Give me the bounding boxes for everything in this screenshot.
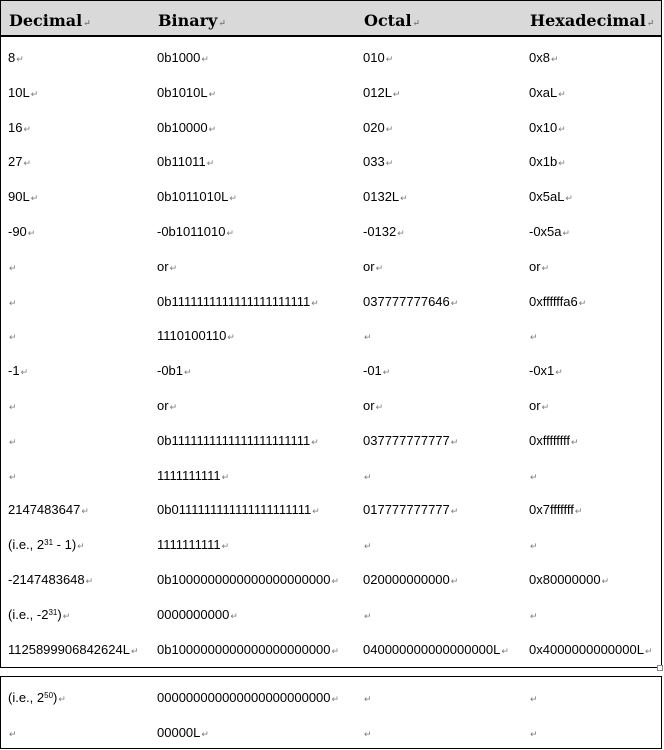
octal-cell: or↵	[363, 258, 384, 274]
paragraph-mark-icon: ↵	[30, 193, 39, 204]
paragraph-mark-icon: ↵	[364, 694, 372, 704]
paragraph-mark-icon: ↵	[364, 541, 372, 552]
binary-cell: -0b1↵	[157, 363, 192, 379]
decimal-cell	[8, 725, 17, 742]
binary-cell: 0b1111111111111111111111↵	[157, 432, 319, 448]
hex-cell: 0xffffffa6↵	[529, 293, 587, 309]
paragraph-mark-icon: ↵	[62, 610, 71, 621]
paragraph-mark-icon: ↵	[208, 123, 217, 134]
octal-cell: 010↵	[363, 50, 394, 65]
decimal-cell	[8, 433, 17, 450]
decimal-cell	[8, 398, 17, 415]
paragraph-mark-icon: ↵	[331, 576, 340, 586]
paragraph-mark-icon: ↵	[550, 54, 559, 64]
binary-cell: 00000L↵	[157, 725, 209, 740]
paragraph-mark-icon: ↵	[364, 332, 372, 343]
paragraph-mark-icon: ↵	[58, 694, 66, 704]
table-resize-handle[interactable]	[657, 665, 663, 671]
octal-cell: 020↵	[363, 119, 394, 135]
exponent: 31	[48, 607, 58, 617]
hex-cell: -0x5a↵	[529, 224, 571, 239]
header-binary: Binary↵	[158, 11, 226, 30]
paragraph-mark-icon: ↵	[501, 645, 509, 656]
paragraph-mark-icon: ↵	[601, 576, 610, 586]
paragraph-mark-icon: ↵	[81, 506, 89, 517]
octal-cell: 0132L↵	[363, 189, 408, 205]
paragraph-mark-icon: ↵	[331, 645, 340, 656]
paragraph-mark-icon: ↵	[530, 610, 538, 621]
hex-cell: -0x1↵	[529, 363, 563, 379]
paragraph-mark-icon: ↵	[206, 158, 215, 169]
hex-cell	[529, 537, 538, 554]
paragraph-mark-icon: ↵	[208, 88, 217, 99]
paragraph-mark-icon: ↵	[541, 262, 550, 273]
paragraph-mark-icon: ↵	[558, 158, 566, 169]
paragraph-mark-icon: ↵	[530, 694, 538, 704]
binary-cell: 0b1111111111111111111111↵	[157, 293, 319, 309]
paragraph-mark-icon: ↵	[578, 297, 587, 308]
hex-cell	[529, 607, 538, 624]
paragraph-mark-icon: ↵	[226, 228, 234, 238]
binary-cell: -0b1011010↵	[157, 224, 234, 239]
decimal-cell: 2147483647↵	[8, 502, 89, 518]
header-octal: Octal↵	[364, 11, 421, 30]
header-hexadecimal: Hexadecimal↵	[530, 11, 655, 30]
octal-cell	[363, 690, 372, 707]
paragraph-mark-icon: ↵	[382, 367, 391, 378]
octal-cell	[363, 537, 372, 554]
paragraph-mark-icon: ↵	[392, 88, 401, 99]
binary-cell: 1111111111↵	[157, 467, 230, 483]
paragraph-mark-icon: ↵	[9, 402, 17, 412]
table-header	[0, 0, 662, 37]
hex-cell	[529, 468, 538, 485]
binary-cell: 0b1010L↵	[157, 84, 217, 100]
header-decimal: Decimal↵	[9, 11, 91, 30]
paragraph-mark-icon: ↵	[558, 123, 566, 134]
decimal-cell: 10L↵	[8, 84, 39, 100]
octal-cell: 037777777646↵	[363, 293, 459, 309]
hex-cell: or↵	[529, 398, 550, 413]
decimal-cell	[8, 259, 17, 276]
paragraph-mark-icon: ↵	[385, 123, 394, 134]
paragraph-mark-icon: ↵	[412, 19, 421, 29]
paragraph-mark-icon: ↵	[450, 576, 459, 586]
decimal-cell: -90↵	[8, 224, 36, 239]
binary-cell: 0b11011↵	[157, 154, 215, 170]
decimal-cell	[8, 294, 17, 311]
decimal-cell: 16↵	[8, 119, 32, 135]
paragraph-mark-icon: ↵	[20, 367, 29, 378]
hex-cell: 0x10↵	[529, 119, 566, 135]
paragraph-mark-icon: ↵	[201, 729, 209, 739]
paragraph-mark-icon: ↵	[201, 54, 209, 64]
decimal-cell: (i.e., $-2^{31})↵$	[8, 606, 71, 622]
paragraph-mark-icon: ↵	[574, 506, 583, 517]
octal-cell: -01↵	[363, 363, 391, 379]
decimal-cell	[8, 328, 17, 345]
paragraph-mark-icon: ↵	[644, 645, 653, 656]
paragraph-mark-icon: ↵	[85, 576, 94, 586]
paragraph-mark-icon: ↵	[83, 19, 91, 29]
paragraph-mark-icon: ↵	[364, 471, 372, 482]
octal-cell: 020000000000↵	[363, 572, 459, 587]
decimal-cell: -1↵	[8, 363, 29, 379]
paragraph-mark-icon: ↵	[221, 541, 230, 552]
octal-cell: 033↵	[363, 154, 394, 170]
hex-cell: or↵	[529, 258, 550, 274]
paragraph-mark-icon: ↵	[397, 228, 405, 238]
paragraph-mark-icon: ↵	[385, 54, 394, 64]
paragraph-mark-icon: ↵	[184, 367, 192, 378]
octal-cell	[363, 607, 372, 624]
paragraph-mark-icon: ↵	[9, 471, 17, 482]
paragraph-mark-icon: ↵	[9, 729, 17, 739]
paragraph-mark-icon: ↵	[555, 367, 563, 378]
paragraph-mark-icon: ↵	[385, 158, 394, 169]
hex-cell: 0xffffffff↵	[529, 432, 579, 448]
paragraph-mark-icon: ↵	[530, 541, 538, 552]
octal-cell: or↵	[363, 398, 384, 413]
paragraph-mark-icon: ↵	[230, 610, 238, 621]
paragraph-mark-icon: ↵	[450, 506, 459, 517]
hex-cell: 0x4000000000000L↵	[529, 641, 653, 657]
table-body-continued	[0, 676, 662, 749]
paragraph-mark-icon: ↵	[364, 610, 372, 621]
paragraph-mark-icon: ↵	[312, 506, 320, 517]
paragraph-mark-icon: ↵	[227, 332, 235, 343]
paragraph-mark-icon: ↵	[23, 158, 32, 169]
paragraph-mark-icon: ↵	[331, 694, 340, 704]
hex-cell: 0x8↵	[529, 50, 559, 65]
decimal-cell: 8↵	[8, 50, 24, 65]
paragraph-mark-icon: ↵	[364, 729, 372, 739]
exponent: 50	[44, 691, 54, 700]
paragraph-mark-icon: ↵	[23, 123, 32, 134]
paragraph-mark-icon: ↵	[565, 193, 573, 204]
paragraph-mark-icon: ↵	[77, 541, 85, 552]
octal-cell	[363, 725, 372, 742]
decimal-cell: 27↵	[8, 154, 32, 170]
binary-cell: or↵	[157, 258, 178, 274]
octal-cell: 037777777777↵	[363, 432, 459, 448]
hex-cell: 0x7fffffff↵	[529, 502, 583, 518]
paragraph-mark-icon: ↵	[130, 645, 139, 656]
paragraph-mark-icon: ↵	[229, 193, 237, 204]
binary-cell: 0b10000↵	[157, 119, 217, 135]
paragraph-mark-icon: ↵	[169, 262, 178, 273]
paragraph-mark-icon: ↵	[450, 436, 459, 447]
paragraph-mark-icon: ↵	[9, 436, 17, 447]
paragraph-mark-icon: ↵	[570, 436, 579, 447]
octal-cell: 040000000000000000L↵	[363, 641, 509, 657]
hex-cell: 0xaL↵	[529, 84, 566, 100]
paragraph-mark-icon: ↵	[9, 332, 17, 343]
decimal-cell: 1125899906842624L↵	[8, 641, 139, 657]
hex-cell	[529, 328, 538, 345]
paragraph-mark-icon: ↵	[218, 19, 226, 29]
binary-cell: 1110100110↵	[157, 328, 235, 344]
binary-cell: 0b1000↵	[157, 50, 209, 65]
decimal-cell	[8, 468, 17, 485]
paragraph-mark-icon: ↵	[530, 332, 538, 343]
decimal-cell: 90L↵	[8, 189, 39, 205]
hex-cell	[529, 690, 538, 707]
paragraph-mark-icon: ↵	[646, 19, 655, 29]
page-break	[0, 668, 664, 676]
paragraph-mark-icon: ↵	[169, 402, 178, 412]
binary-cell: 000000000000000000000000↵	[157, 690, 340, 705]
paragraph-mark-icon: ↵	[16, 54, 24, 64]
paragraph-mark-icon: ↵	[375, 402, 384, 412]
paragraph-mark-icon: ↵	[311, 436, 319, 447]
paragraph-mark-icon: ↵	[400, 193, 408, 204]
binary-cell: or↵	[157, 398, 178, 413]
paragraph-mark-icon: ↵	[30, 88, 39, 99]
binary-cell: 0b1000000000000000000000↵	[157, 641, 340, 657]
decimal-cell: -2147483648↵	[8, 572, 94, 587]
hex-cell: 0x5aL↵	[529, 189, 573, 205]
hex-cell: 0x1b↵	[529, 154, 566, 170]
exponent: 31	[44, 538, 54, 548]
paragraph-mark-icon: ↵	[9, 262, 17, 273]
paragraph-mark-icon: ↵	[530, 471, 538, 482]
hex-cell	[529, 725, 538, 742]
octal-cell	[363, 328, 372, 345]
paragraph-mark-icon: ↵	[27, 228, 36, 238]
paragraph-mark-icon: ↵	[562, 228, 571, 238]
paragraph-mark-icon: ↵	[530, 729, 538, 739]
binary-cell: 1111111111↵	[157, 537, 230, 553]
octal-cell	[363, 468, 372, 485]
paragraph-mark-icon: ↵	[541, 402, 550, 412]
paragraph-mark-icon: ↵	[450, 297, 459, 308]
binary-cell: 0b0111111111111111111111↵	[157, 502, 320, 518]
paragraph-mark-icon: ↵	[311, 297, 319, 308]
binary-cell: 0b1000000000000000000000↵	[157, 572, 340, 587]
octal-cell: 012L↵	[363, 84, 401, 100]
binary-cell: 0000000000↵	[157, 606, 238, 622]
decimal-cell: (i.e., $2^{31}$ - 1)↵	[8, 537, 85, 553]
paragraph-mark-icon: ↵	[375, 262, 384, 273]
hex-cell: 0x80000000↵	[529, 572, 610, 587]
paragraph-mark-icon: ↵	[221, 471, 230, 482]
decimal-cell: (i.e., $2^{50})↵$	[8, 690, 66, 705]
paragraph-mark-icon: ↵	[558, 88, 566, 99]
octal-cell: 017777777777↵	[363, 502, 459, 518]
octal-cell: -0132↵	[363, 224, 405, 239]
paragraph-mark-icon: ↵	[9, 297, 17, 308]
binary-cell: 0b1011010L↵	[157, 189, 237, 205]
